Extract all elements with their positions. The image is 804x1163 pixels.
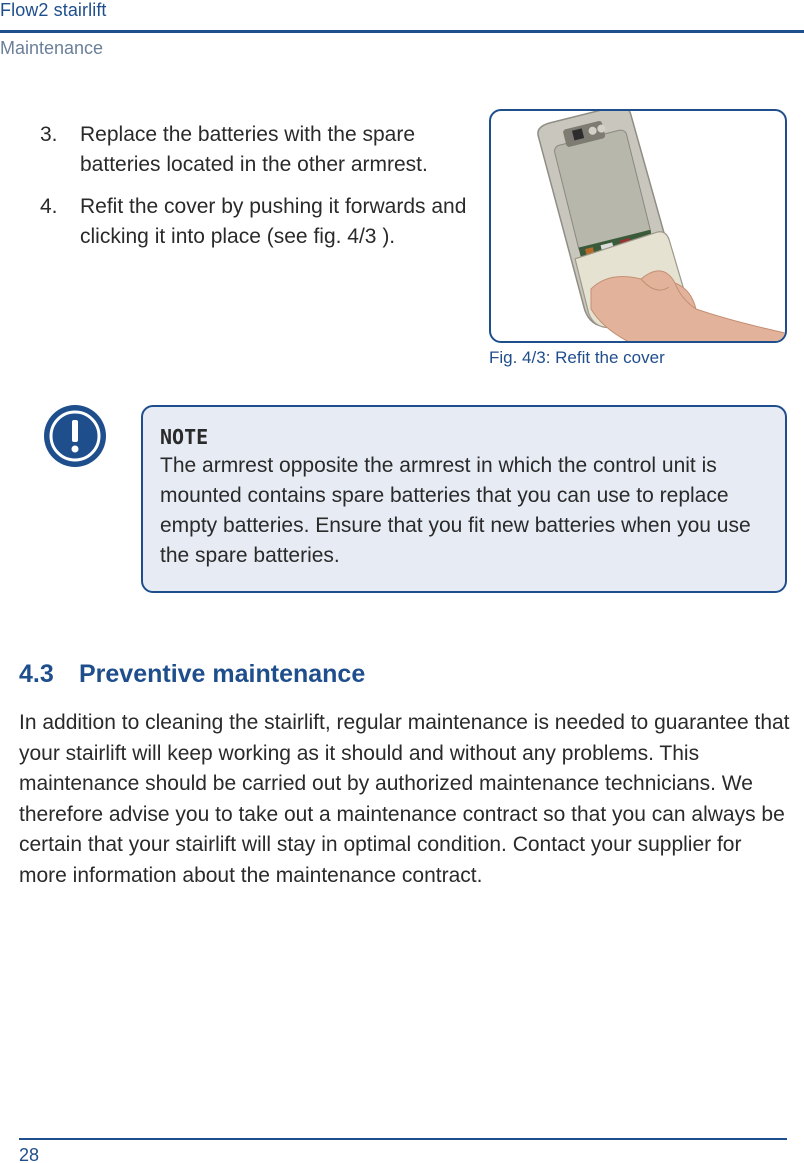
note-box xyxy=(141,405,787,593)
section-label: Maintenance xyxy=(0,38,104,58)
step-item xyxy=(40,120,470,180)
step-text: Replace the batteries with the spare batteries located in the other armrest. xyxy=(80,123,428,176)
step-number: 4. xyxy=(40,195,58,218)
section-title: Preventive maintenance xyxy=(79,660,366,688)
step-item xyxy=(40,192,470,252)
header-divider xyxy=(0,30,804,33)
exclamation-icon xyxy=(43,404,107,468)
page-number: 28 xyxy=(19,1145,40,1163)
note-text: The armrest opposite the armrest in which the control unit is mounted contains spare batteries that you can use to replace empty batteries. Ensure that you fit new batteries when you use the spare batteries. xyxy=(160,454,751,567)
section-heading xyxy=(19,660,365,689)
figure-caption: Fig. 4/3: Refit the cover xyxy=(489,348,665,367)
step-list xyxy=(40,120,470,264)
remote-control-photo xyxy=(491,111,785,341)
note-title: NOTE xyxy=(160,425,209,449)
step-number: 3. xyxy=(40,123,58,146)
document-title: Flow2 stairlift xyxy=(0,0,107,20)
section-number: 4.3 xyxy=(19,660,54,688)
footer-divider xyxy=(19,1138,787,1140)
section-body-text: In addition to cleaning the stairlift, regular maintenance is needed to guarantee that your stairlift will keep working as it should and without any problems. This maintenance should be carried out by authorized maintenance technicians. We therefore advise you to take out a maintenance contract so that you can always be certain that your stairlift will stay in optimal condition. Contact your supplier for more information about the maintenance contract. xyxy=(19,711,790,887)
figure-refit-cover xyxy=(489,109,787,343)
step-text: Refit the cover by pushing it forwards and clicking it into place (see fig. 4/3 ). xyxy=(80,195,467,248)
